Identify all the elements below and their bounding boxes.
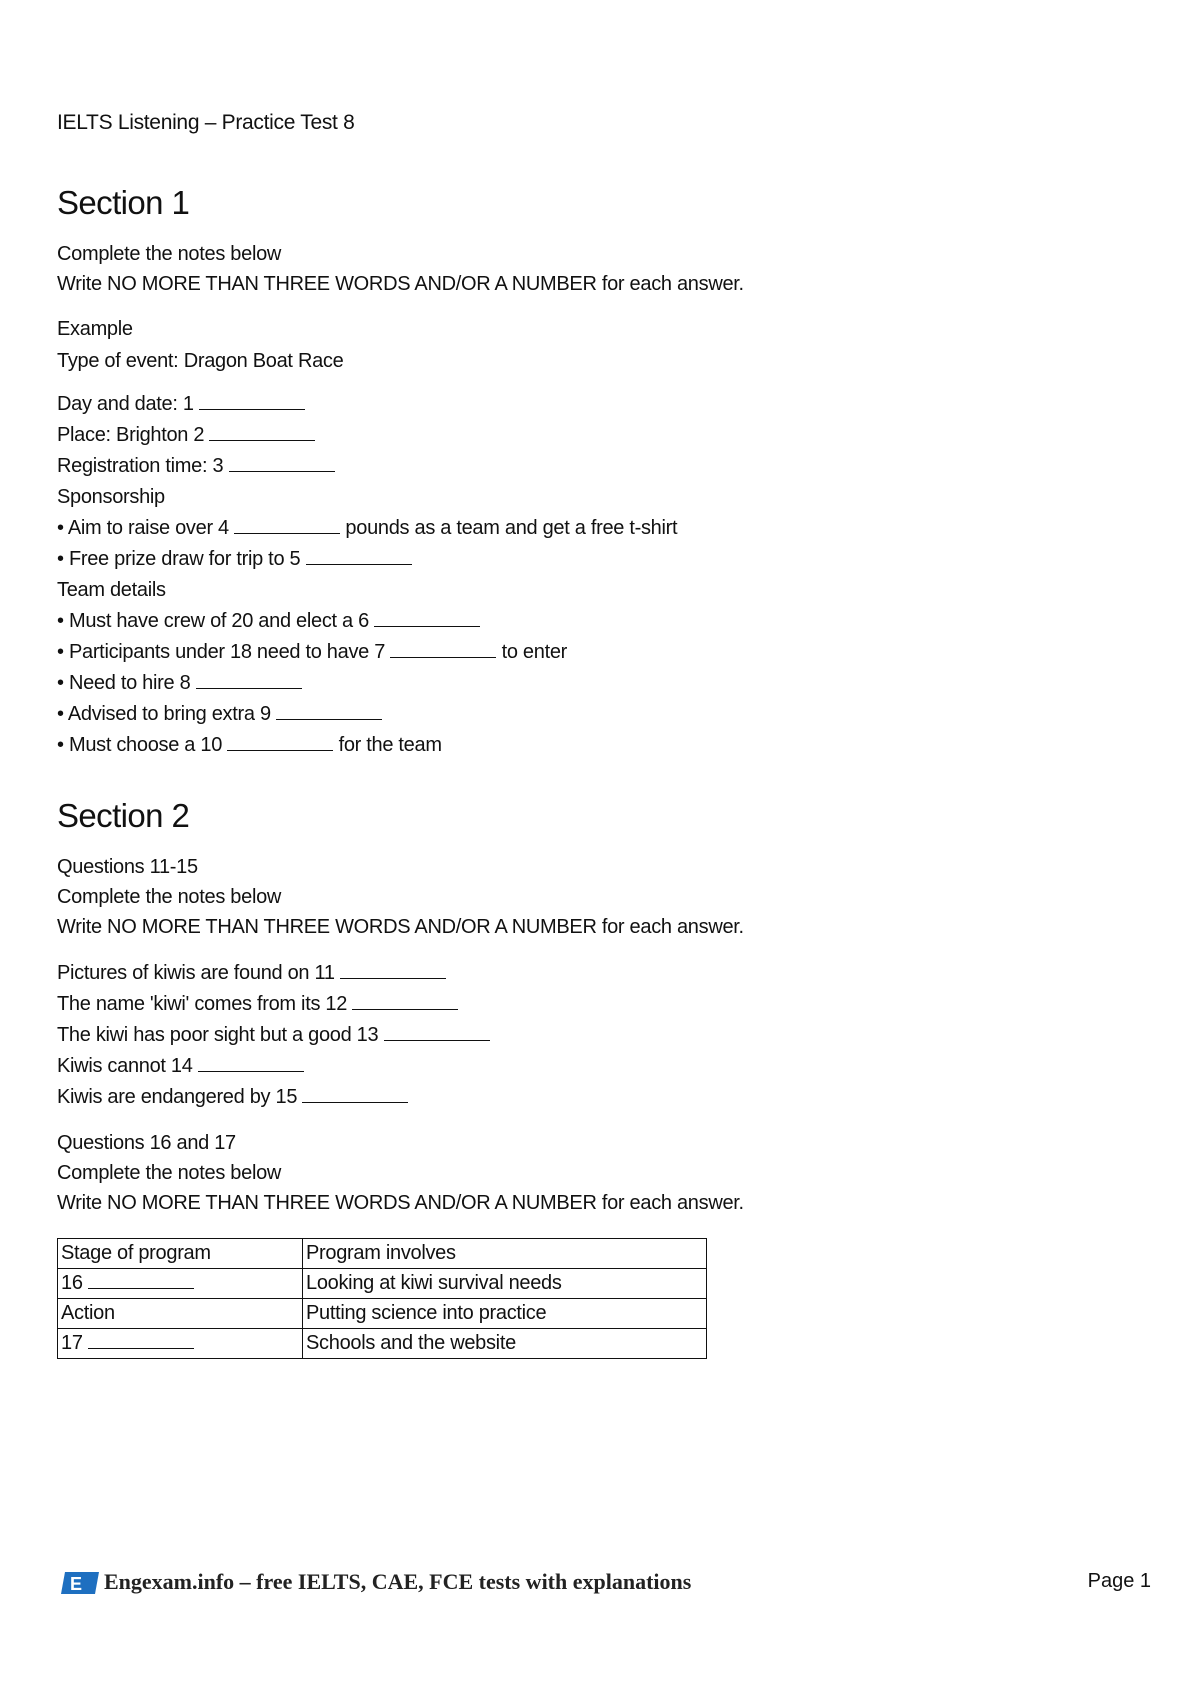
table-row — [58, 1299, 707, 1329]
question-9-text: • Advised to bring extra 9 — [57, 703, 271, 725]
question-2 — [57, 423, 315, 447]
document-header: IELTS Listening – Practice Test 8 — [57, 111, 355, 134]
question-1 — [57, 392, 305, 416]
question-8 — [57, 671, 302, 695]
engexam-logo-icon — [61, 1572, 99, 1594]
answer-blank-16[interactable] — [88, 1272, 194, 1289]
table-cell — [58, 1329, 303, 1359]
question-10-text: • Must choose a 10 — [57, 734, 223, 756]
answer-blank-4[interactable] — [234, 517, 340, 534]
answer-blank-13[interactable] — [384, 1024, 490, 1041]
section-2-instruction-3: Complete the notes below — [57, 1162, 282, 1184]
table-row — [58, 1329, 707, 1359]
answer-blank-9[interactable] — [276, 703, 382, 720]
table-cell-text: 17 — [61, 1332, 83, 1354]
answer-blank-17[interactable] — [88, 1332, 194, 1349]
question-5-text: • Free prize draw for trip to 5 — [57, 548, 301, 570]
section-2-instruction-1: Complete the notes below — [57, 886, 282, 908]
section-1-instruction-2: Write NO MORE THAN THREE WORDS AND/OR A NUMBER for each answer. — [57, 273, 744, 295]
question-7-text-after: to enter — [501, 641, 568, 663]
table-row — [58, 1269, 707, 1299]
question-15 — [57, 1085, 408, 1109]
table-header-row — [58, 1239, 707, 1269]
answer-blank-3[interactable] — [229, 455, 335, 472]
table-cell: Looking at kiwi survival needs — [303, 1269, 707, 1299]
question-9 — [57, 702, 382, 726]
answer-blank-15[interactable] — [302, 1086, 408, 1103]
answer-blank-14[interactable] — [198, 1055, 304, 1072]
question-14-text: Kiwis cannot 14 — [57, 1055, 193, 1077]
question-4-text: • Aim to raise over 4 — [57, 517, 229, 539]
question-5 — [57, 547, 412, 571]
question-7-text: • Participants under 18 need to have 7 — [57, 641, 386, 663]
question-15-text: Kiwis are endangered by 15 — [57, 1086, 298, 1108]
question-13-text: The kiwi has poor sight but a good 13 — [57, 1024, 379, 1046]
answer-blank-5[interactable] — [306, 548, 412, 565]
question-6 — [57, 609, 480, 633]
question-2-text: Place: Brighton 2 — [57, 424, 205, 446]
question-8-text: • Need to hire 8 — [57, 672, 191, 694]
footer-site-text[interactable]: Engexam.info – free IELTS, CAE, FCE tests with explanations — [104, 1569, 692, 1594]
table-cell: Action — [58, 1299, 303, 1329]
answer-blank-10[interactable] — [227, 734, 333, 751]
table-header-cell: Stage of program — [58, 1239, 303, 1269]
table-cell-text: 16 — [61, 1272, 83, 1294]
answer-blank-7[interactable] — [390, 641, 496, 658]
question-1-text: Day and date: 1 — [57, 393, 194, 415]
question-10 — [57, 733, 442, 757]
section-2-instruction-2: Write NO MORE THAN THREE WORDS AND/OR A NUMBER for each answer. — [57, 916, 744, 938]
answer-blank-2[interactable] — [209, 424, 315, 441]
question-4-text-after: pounds as a team and get a free t-shirt — [345, 517, 678, 539]
question-7 — [57, 640, 567, 664]
answer-blank-12[interactable] — [352, 993, 458, 1010]
svg-text:E: E — [70, 1574, 83, 1594]
section-2-instruction-4: Write NO MORE THAN THREE WORDS AND/OR A NUMBER for each answer. — [57, 1192, 744, 1214]
answer-blank-6[interactable] — [374, 610, 480, 627]
page-number: Page 1 — [1087, 1570, 1151, 1592]
questions-16-17-label: Questions 16 and 17 — [57, 1132, 236, 1154]
table-cell: Putting science into practice — [303, 1299, 707, 1329]
section-1-instruction-1: Complete the notes below — [57, 243, 282, 265]
team-details-heading: Team details — [57, 579, 166, 601]
answer-blank-8[interactable] — [196, 672, 302, 689]
table-cell: Schools and the website — [303, 1329, 707, 1359]
answer-blank-11[interactable] — [340, 962, 446, 979]
example-line: Type of event: Dragon Boat Race — [57, 350, 344, 372]
question-12 — [57, 992, 458, 1016]
section-2-heading: Section 2 — [57, 797, 190, 834]
question-12-text: The name 'kiwi' comes from its 12 — [57, 993, 348, 1015]
table-header-cell: Program involves — [303, 1239, 707, 1269]
table-cell — [58, 1269, 303, 1299]
program-table — [57, 1238, 707, 1359]
question-11 — [57, 961, 446, 985]
sponsorship-heading: Sponsorship — [57, 486, 165, 508]
example-label: Example — [57, 318, 133, 340]
question-10-text-after: for the team — [338, 734, 442, 756]
questions-11-15-label: Questions 11-15 — [57, 856, 198, 878]
question-13 — [57, 1023, 490, 1047]
question-11-text: Pictures of kiwis are found on 11 — [57, 962, 335, 984]
question-3 — [57, 454, 335, 478]
question-14 — [57, 1054, 304, 1078]
section-1-heading: Section 1 — [57, 184, 190, 221]
question-6-text: • Must have crew of 20 and elect a 6 — [57, 610, 369, 632]
question-4 — [57, 516, 677, 540]
answer-blank-1[interactable] — [199, 393, 305, 410]
page-footer — [61, 1568, 1151, 1598]
question-3-text: Registration time: 3 — [57, 455, 224, 477]
